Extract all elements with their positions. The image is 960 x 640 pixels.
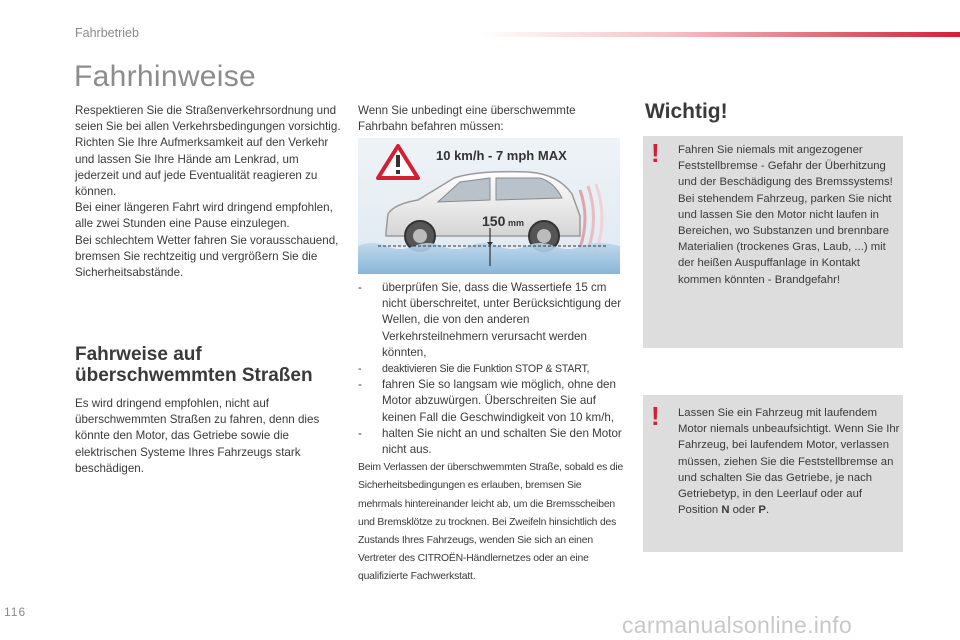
depth-unit: mm bbox=[508, 218, 525, 228]
list-dash: - bbox=[358, 281, 362, 294]
warning-text-part: . bbox=[765, 504, 770, 517]
exclamation-icon: ! bbox=[651, 138, 660, 168]
gear-position-n: N bbox=[721, 504, 730, 517]
list-item bbox=[358, 377, 626, 426]
flooded-roads-heading bbox=[75, 344, 345, 386]
intro-text bbox=[75, 103, 345, 281]
flooded-road-illustration bbox=[358, 138, 620, 274]
closing-text: Beim Verlassen der überschwemmten Straße, sobald es die Sicherheitsbedingungen es erlauben, bremsen Sie mehrmals hintereinander leicht ab, um die Bremsscheiben und Bremsklötze zu trocknen. Bei Zweifeln hinsichtlich des Zustands Ihres Fahrzeugs, wenden Sie sich an einen Vertreter des CITROËN-Händlernetzes oder an eine qualifizierte Fachwerkstatt. bbox=[358, 462, 624, 583]
flooded-intro-text: Wenn Sie unbedingt eine überschwemmte Fahrbahn befahren müssen: bbox=[358, 104, 576, 134]
warning-text: Fahren Sie niemals mit angezogener Feststellbremse - Gefahr der Überhitzung und der Beschädigung des Bremssystems! Bei stehendem Fahrzeug, parken Sie nicht und lassen Sie den Motor nicht laufen in Bereichen, wo Substanzen und brennbare Materialien (trockenes Gras, Laub, ...) mit der heißen Auspuffanlage in Kontakt kommen könnten - Brandgefahr! bbox=[678, 144, 893, 286]
intro-paragraph: Richten Sie Ihre Aufmerksamkeit auf den Verkehr und lassen Sie Ihre Hände am Lenkrad, um jederzeit und auf jede Eventualität reagieren zu können. bbox=[75, 136, 329, 199]
page-number: 116 bbox=[4, 605, 27, 619]
gear-position-p: P bbox=[758, 504, 766, 517]
list-item-text: überprüfen Sie, dass die Wassertiefe 15 cm nicht überschreitet, unter Berücksichtigung der Wellen, die von den anderen Verkehrsteilnehmern verursacht werden könnten, bbox=[382, 281, 622, 359]
intro-paragraph: Bei einer längeren Fahrt wird dringend empfohlen, alle zwei Stunden eine Pause einzulegen. bbox=[75, 201, 333, 231]
flooded-roads-text: Es wird dringend empfohlen, nicht auf überschwemmten Straßen zu fahren, denn dies könnte den Motor, das Getriebe sowie die elektrischen Systeme Ihres Fahrzeugs stark beschädigen. bbox=[75, 397, 320, 475]
instruction-list bbox=[358, 280, 626, 587]
list-dash: - bbox=[358, 426, 362, 440]
heading-line: überschwemmten Straßen bbox=[75, 365, 313, 386]
exclamation-icon: ! bbox=[651, 401, 660, 431]
section-label: Fahrbetrieb bbox=[75, 26, 139, 40]
depth-value: 150 bbox=[482, 213, 506, 229]
list-item bbox=[358, 426, 626, 458]
warning-box bbox=[643, 136, 903, 348]
warning-text-part: Lassen Sie ein Fahrzeug mit laufendem Motor niemals unbeaufsichtigt. Wenn Sie Ihr Fahrzeug, bei laufendem Motor, verlassen müssen, ziehen Sie die Feststellbremse an und schalten Sie das Getriebe, je nach Getriebetyp, in den Leerlauf oder auf Position bbox=[678, 407, 900, 517]
list-item-text: deaktivieren Sie die Funktion STOP & START, bbox=[382, 363, 590, 376]
heading-line: Fahrweise auf bbox=[75, 344, 202, 365]
warning-box bbox=[643, 395, 903, 552]
list-dash: - bbox=[358, 363, 362, 376]
intro-paragraph: Bei schlechtem Wetter fahren Sie vorausschauend, bremsen Sie rechtzeitig und vergrößern Sie die Sicherheitsabstände. bbox=[75, 233, 339, 280]
page-title: Fahrhinweise bbox=[74, 60, 257, 93]
watermark: carmanualsonline.info bbox=[622, 612, 853, 638]
list-item bbox=[358, 361, 626, 377]
intro-paragraph: Respektieren Sie die Straßenverkehrsordnung und seien Sie bei allen Verkehrsbedingungen vorsichtig. bbox=[75, 104, 341, 134]
warning-text-part: oder bbox=[729, 504, 759, 517]
important-heading: Wichtig! bbox=[645, 100, 728, 123]
list-item-text: fahren Sie so langsam wie möglich, ohne den Motor abzuwürgen. Überschreiten Sie auf keinen Fall die Geschwindigkeit von 10 km/h, bbox=[382, 378, 616, 424]
speed-limit-label: 10 km/h - 7 mph MAX bbox=[436, 148, 567, 163]
warning-text bbox=[678, 405, 900, 518]
list-item-text: halten Sie nicht an und schalten Sie den Motor nicht aus. bbox=[382, 426, 622, 457]
list-item bbox=[358, 280, 626, 361]
list-dash: - bbox=[358, 378, 362, 392]
header-accent-bar bbox=[478, 32, 960, 37]
